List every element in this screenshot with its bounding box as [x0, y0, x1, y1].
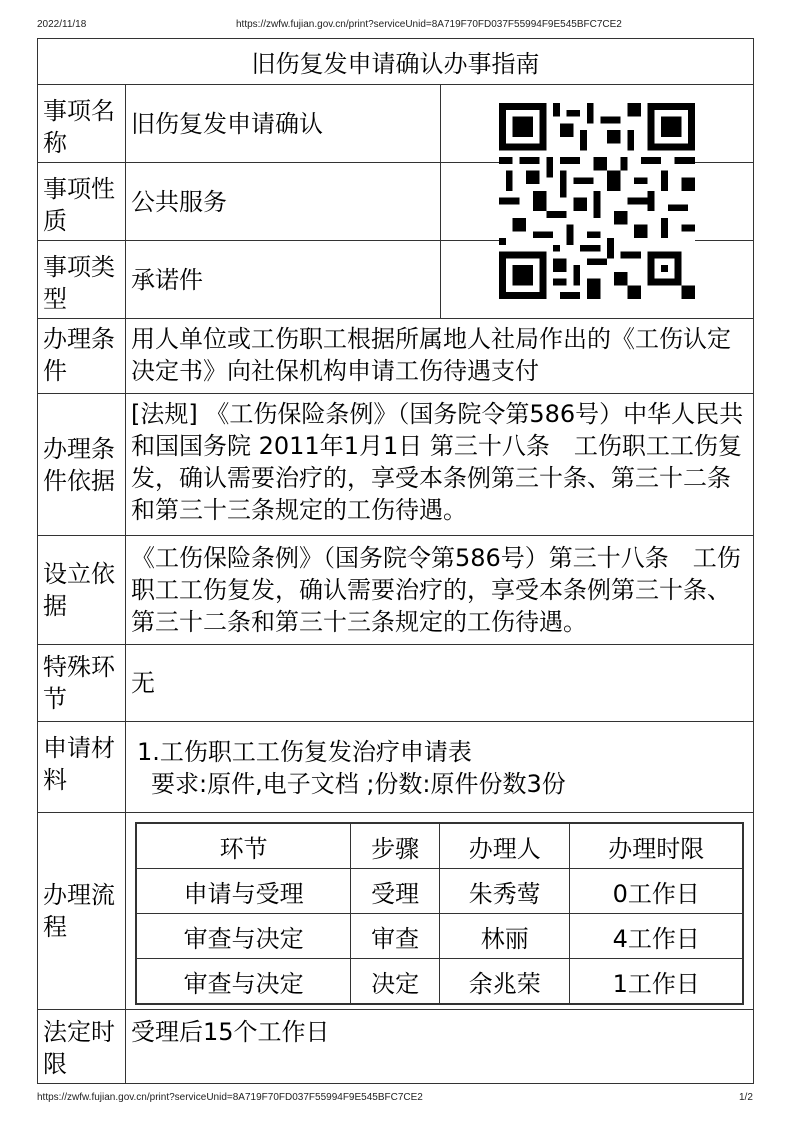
row-value: 旧伤复发申请确认 [127, 85, 441, 162]
table-cell: 林丽 [439, 914, 569, 959]
row-label: 办理条件 [38, 319, 126, 393]
table-cell: 审查与决定 [136, 959, 351, 1005]
column-header: 办理时限 [570, 823, 743, 869]
table-cell: 1工作日 [570, 959, 743, 1005]
column-header: 办理人 [439, 823, 569, 869]
row-value: 《工伤保险条例》（国务院令第586号）第三十八条 工伤职工工伤复发，确认需要治疗的，享受本条例第三十条、第三十二条和第三十三条规定的工伤待遇。 [131, 544, 741, 636]
row-value: 无 [131, 669, 155, 697]
table-cell: 受理 [351, 869, 440, 914]
process-table [135, 822, 744, 1005]
column-header: 环节 [136, 823, 351, 869]
row-value: 公共服务 [127, 163, 441, 240]
print-url: https://zwfw.fujian.gov.cn/print?serviceUnid=8A719F70FD037F55994F9E545BFC7CE2 [236, 19, 622, 30]
row-conditions [38, 319, 753, 394]
row-label: 办理流程 [38, 813, 126, 1009]
row-label: 事项类型 [38, 241, 126, 318]
material-item: 1.工伤职工工伤复发治疗申请表 [137, 738, 472, 766]
row-value: [法规] 《工伤保险条例》（国务院令第586号）中华人民共和国国务院 2011年1月1日 第三十八条 工伤职工工伤复发，确认需要治疗的，享受本条例第三十条、第三十二条和第三十三条规定的工伤待遇。 [131, 400, 744, 524]
row-label: 事项名称 [38, 85, 126, 162]
table-row [136, 914, 743, 959]
table-cell: 余兆荣 [439, 959, 569, 1005]
row-value: 用人单位或工伤职工根据所属地人社局作出的《工伤认定决定书》向社保机构申请工伤待遇支付 [131, 325, 731, 385]
row-label: 法定时限 [38, 1010, 126, 1084]
footer-url: https://zwfw.fujian.gov.cn/print?serviceUnid=8A719F70FD037F55994F9E545BFC7CE2 [37, 1092, 423, 1103]
row-time-limit [38, 1010, 753, 1084]
table-cell: 申请与受理 [136, 869, 351, 914]
page-title: 旧伤复发申请确认办事指南 [38, 39, 753, 85]
qr-code-icon [440, 85, 753, 317]
table-cell: 决定 [351, 959, 440, 1005]
row-legal-basis [38, 536, 753, 645]
print-date: 2022/11/18 [37, 19, 87, 30]
row-label: 特殊环节 [38, 645, 126, 721]
row-value: 受理后15个工作日 [131, 1018, 330, 1046]
row-process [38, 813, 753, 1010]
table-row [136, 869, 743, 914]
row-materials [38, 722, 753, 813]
row-label: 办理条件依据 [38, 394, 126, 535]
table-cell: 审查与决定 [136, 914, 351, 959]
row-value: 承诺件 [127, 241, 441, 318]
table-cell: 4工作日 [570, 914, 743, 959]
row-special [38, 645, 753, 722]
material-requirement: 要求:原件,电子文档 ;份数:原件份数3份 [151, 770, 566, 798]
table-header-row [136, 823, 743, 869]
table-cell: 0工作日 [570, 869, 743, 914]
row-label: 设立依据 [38, 536, 126, 644]
table-row [136, 959, 743, 1005]
row-value [127, 722, 753, 812]
table-cell: 审查 [351, 914, 440, 959]
page-number: 1/2 [739, 1092, 753, 1103]
row-label: 申请材料 [38, 722, 126, 812]
row-label: 事项性质 [38, 163, 126, 240]
column-header: 步骤 [351, 823, 440, 869]
table-cell: 朱秀莺 [439, 869, 569, 914]
guide-table [37, 38, 754, 1084]
row-conditions-basis [38, 394, 753, 536]
